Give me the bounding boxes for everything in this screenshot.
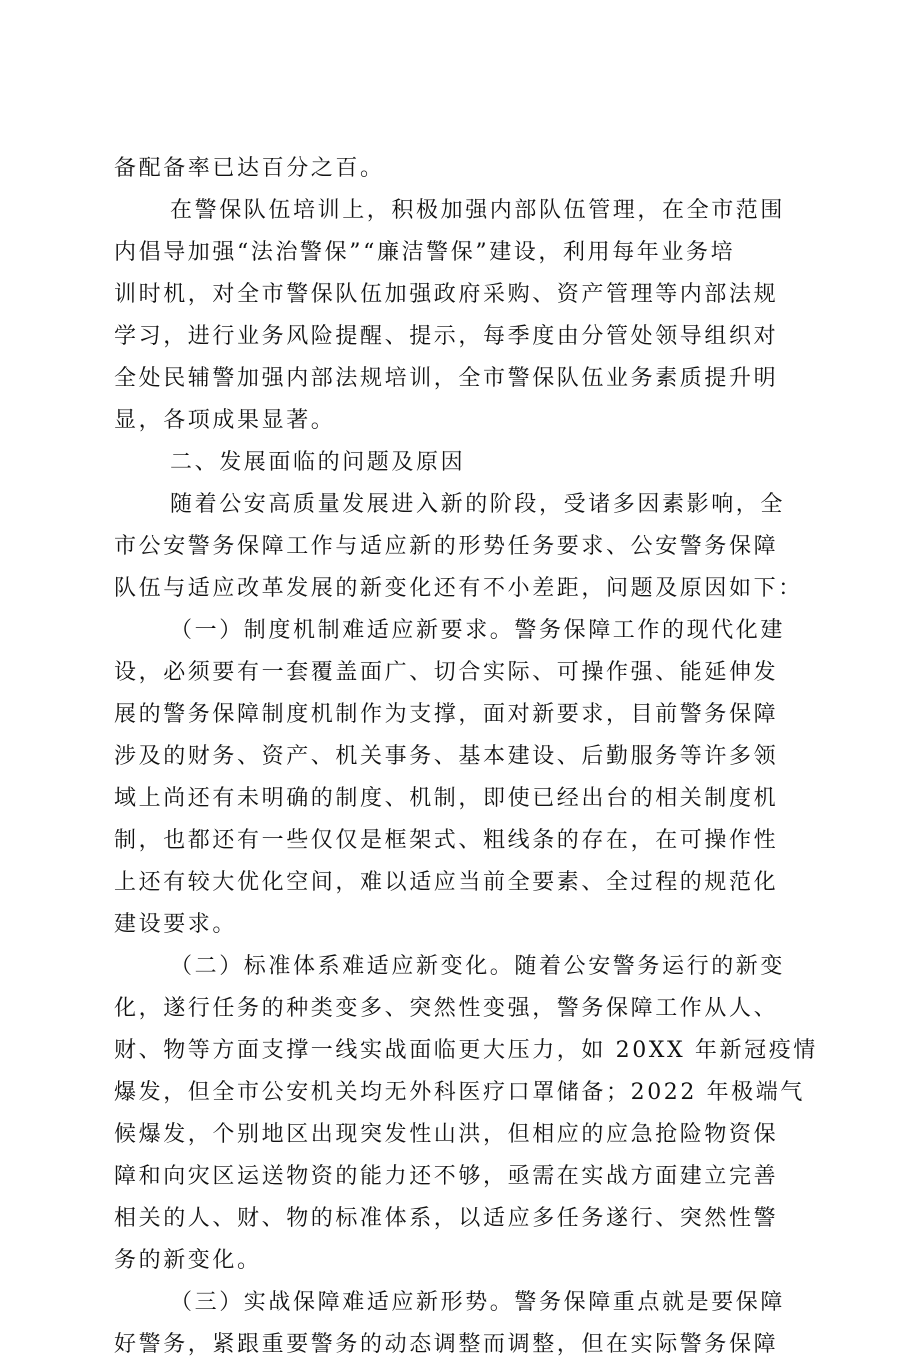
text-line: 建设要求。 [114,912,238,937]
text-line: （二）标准体系难适应新变化。随着公安警务运行的新变 [170,954,786,979]
text-line: 展的警务保障制度机制作为支撑，面对新要求，目前警务保障 [114,702,779,727]
text-line: 化，遂行任务的种类变多、突然性变强，警务保障工作从人、 [114,996,779,1021]
text-line: 财、物等方面支撑一线实战面临更大压力，如 20XX 年新冠疫情 [114,1038,818,1063]
text-line: 制，也都还有一些仅仅是框架式、粗线条的存在，在可操作性 [114,828,779,853]
text-line: 学习，进行业务风险提醒、提示，每季度由分管处领导组织对 [114,324,779,349]
text-line: 内倡导加强“法治警保”“廉洁警保”建设，利用每年业务培 [114,240,736,265]
text-line: 显，各项成果显著。 [114,408,336,433]
text-line: 爆发，但全市公安机关均无外科医疗口罩储备；2022 年极端气 [114,1080,805,1105]
text-line: 二、发展面临的问题及原因 [170,450,466,475]
text-line: 相关的人、财、物的标准体系，以适应多任务遂行、突然性警 [114,1206,779,1231]
text-line: 涉及的财务、资产、机关事务、基本建设、后勤服务等许多领 [114,744,779,769]
text-line: 设，必须要有一套覆盖面广、切合实际、可操作强、能延伸发 [114,660,779,685]
text-line: 市公安警务保障工作与适应新的形势任务要求、公安警务保障 [114,534,779,559]
text-line: 障和向灾区运送物资的能力还不够，亟需在实战方面建立完善 [114,1164,779,1189]
text-line: 候爆发，个别地区出现突发性山洪，但相应的应急抢险物资保 [114,1122,779,1147]
text-line: 好警务，紧跟重要警务的动态调整而调整，但在实际警务保障 [114,1332,779,1357]
text-line: （一）制度机制难适应新要求。警务保障工作的现代化建 [170,618,786,643]
text-line: 训时机，对全市警保队伍加强政府采购、资产管理等内部法规 [114,282,779,307]
text-line: 备配备率已达百分之百。 [114,156,385,181]
text-line: 在警保队伍培训上，积极加强内部队伍管理，在全市范围 [170,198,786,223]
text-line: （三）实战保障难适应新形势。警务保障重点就是要保障 [170,1290,786,1315]
text-line: 全处民辅警加强内部法规培训，全市警保队伍业务素质提升明 [114,366,779,391]
document-body [114,148,818,1366]
text-line: 随着公安高质量发展进入新的阶段，受诸多因素影响，全 [170,492,786,517]
text-line: 上还有较大优化空间，难以适应当前全要素、全过程的规范化 [114,870,779,895]
text-line: 务的新变化。 [114,1248,262,1273]
text-line: 域上尚还有未明确的制度、机制，即使已经出台的相关制度机 [114,786,779,811]
text-line: 队伍与适应改革发展的新变化还有不小差距，问题及原因如下： [114,576,803,601]
